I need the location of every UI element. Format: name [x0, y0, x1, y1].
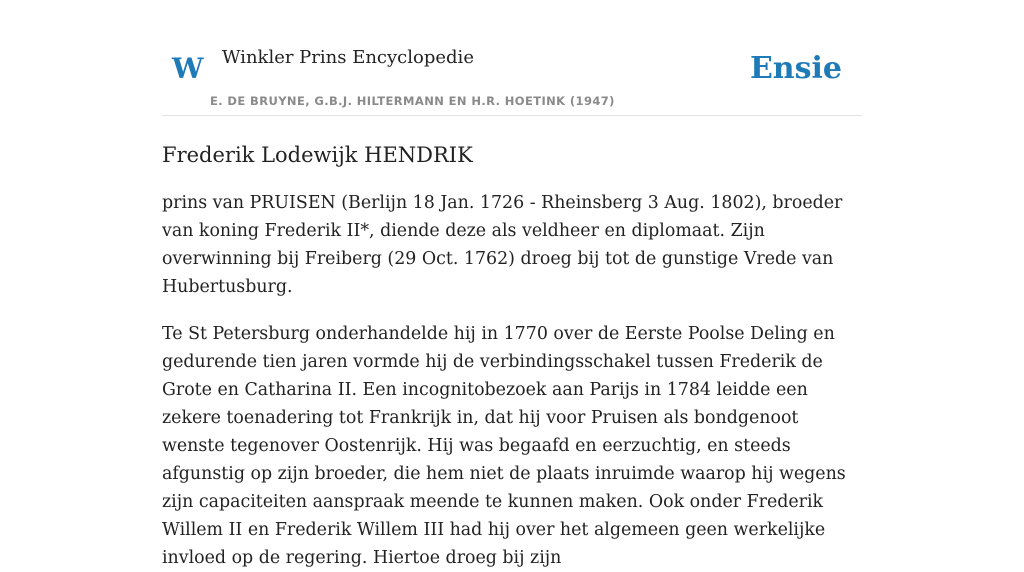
- article-title: Frederik Lodewijk HENDRIK: [162, 143, 473, 167]
- article-paragraph: Te St Petersburg onderhandelde hij in 1770 over de Eerste Poolse Deling en gedurende tien jaren vormde hij de verbindingsschakel tussen Frederik de Grote en Catharina II. Een incognitobezoek aan Parijs in 1784 leidde een zekere toenadering tot Frankrijk in, dat hij voor Pruisen als bondgenoot wenste tegenover Oostenrijk. Hij was begaafd en eerzuchtig, en steeds afgunstig op zijn broeder, die hem niet de plaats inruimde waarop hij wegens zijn capaciteiten aanspraak meende te kunnen maken. Ook onder Frederik Willem II en Frederik Willem III had hij over het algemeen geen werkelijke invloed op de regering. Hiertoe droeg bij zijn: [162, 324, 846, 568]
- ensie-logo[interactable]: Ensie: [749, 51, 842, 86]
- publication-header: [162, 0, 862, 116]
- article-paragraph: prins van PRUISEN (Berlijn 18 Jan. 1726 - Rheinsberg 3 Aug. 1802), broeder van koning Frederik II*, diende deze als veldheer en diplomaat. Zijn overwinning bij Freiberg (29 Oct. 1762) droeg bij tot de gunstige Vrede van Hubertusburg.: [162, 193, 843, 297]
- article: [162, 138, 864, 572]
- publication-logo[interactable]: W: [172, 52, 204, 85]
- publication-title[interactable]: Winkler Prins Encyclopedie: [222, 47, 474, 68]
- publication-authors: E. DE BRUYNE, G.B.J. HILTERMANN EN H.R. HOETINK (1947): [210, 94, 615, 108]
